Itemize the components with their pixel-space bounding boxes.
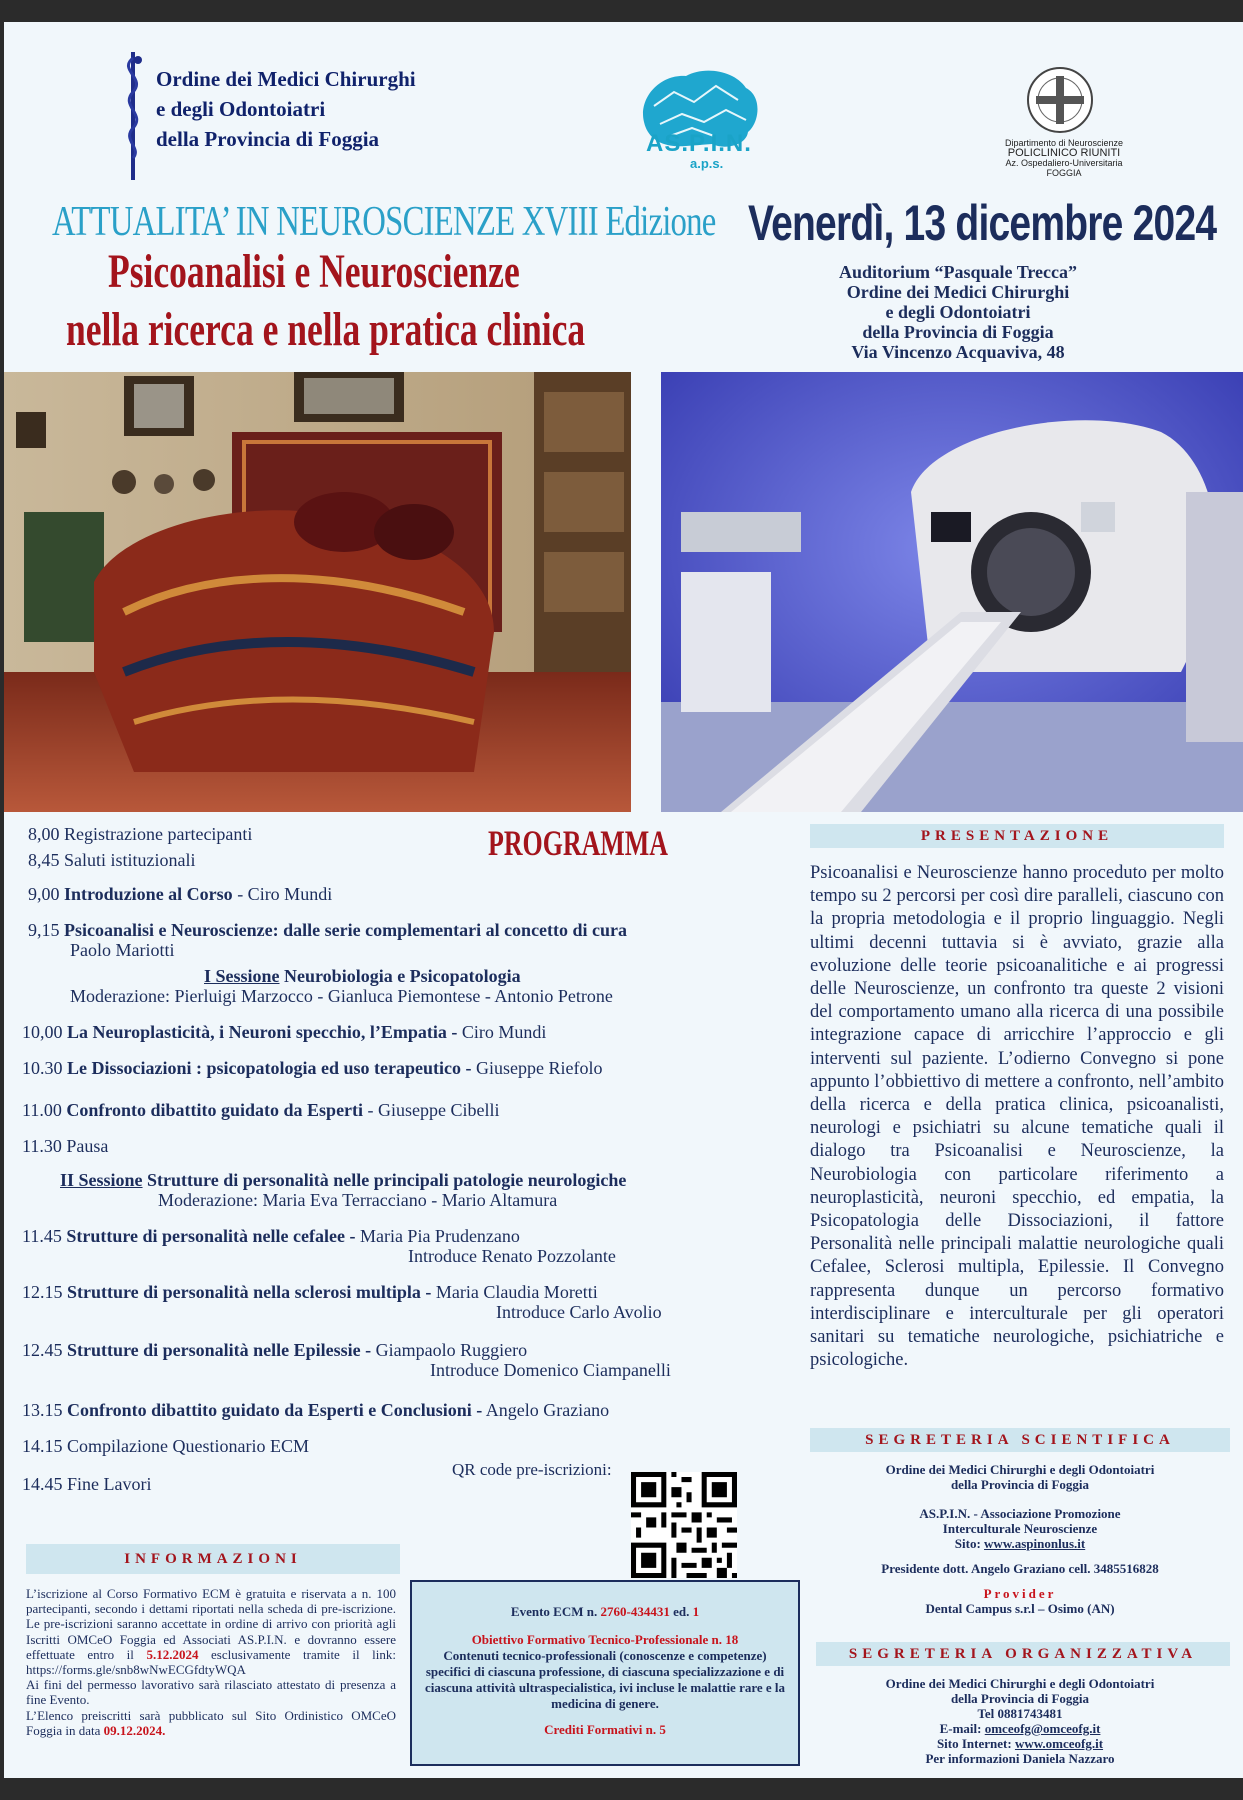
dept-name: Dipartimento di Neuroscienze POLICLINICO RIUNITI Az. Ospedaliero-Universitaria FOGGIA (1004, 138, 1124, 178)
schedule-item: 12.15 Strutture di personalità nella sclerosi multipla - Maria Claudia Moretti (22, 1282, 598, 1302)
session-moderation: Moderazione: Pierluigi Marzocco - Gianluca Piemontese - Antonio Petrone (70, 986, 613, 1006)
ecm-credits: Crediti Formativi n. 5 (544, 1722, 666, 1737)
provider-heading: Provider (983, 1586, 1057, 1601)
event-date: Venerdì, 13 dicembre 2024 (748, 195, 1217, 251)
schedule-item: 10.30 Le Dissociazioni : psicopatologia ed uso terapeutico - Giuseppe Riefolo (22, 1058, 603, 1078)
mri-photo (661, 372, 1243, 812)
aspin-logo-sub: a.p.s. (690, 156, 724, 171)
schedule-item: 8,00 Registrazione partecipanti (28, 824, 253, 844)
schedule-item: 14.45 Fine Lavori (22, 1474, 152, 1494)
main-title-line1: Psicoanalisi e Neuroscienze (108, 245, 520, 298)
schedule-item: 9,00 Introduzione al Corso - Ciro Mundi (28, 884, 333, 904)
qr-label: QR code pre-iscrizioni: (452, 1460, 612, 1479)
schedule-intro: Introduce Carlo Avolio (496, 1302, 662, 1322)
segreteria-organizzativa-heading: SEGRETERIA ORGANIZZATIVA (816, 1642, 1230, 1666)
ecm-objective: Obiettivo Formativo Tecnico-Professionale n. 18 (471, 1632, 739, 1647)
programma-heading: PROGRAMMA (488, 823, 668, 863)
schedule-item: 11.30 Pausa (22, 1136, 109, 1156)
ecm-event-number: Evento ECM n. 2760-434431 ed. 1 (510, 1604, 700, 1619)
org-name: Ordine dei Medici Chirurghi e degli Odontoiatri della Provincia di Foggia (156, 67, 416, 151)
informazioni-heading: INFORMAZIONI (26, 1544, 400, 1574)
qr-code-icon[interactable] (630, 1472, 738, 1578)
schedule-intro: Introduce Renato Pozzolante (408, 1246, 616, 1266)
schedule-item: 14.15 Compilazione Questionario ECM (22, 1436, 309, 1456)
omceo-site-link[interactable]: www.omceofg.it (1014, 1736, 1104, 1751)
schedule-item: 11.45 Strutture di personalità nelle cefalee - Maria Pia Prudenzano (22, 1226, 520, 1246)
ecm-contents: Contenuti tecnico-professionali (conoscenze e competenze) specifici di ciascuna professione, di ciascuna specializzazione e di ciascuna attività ultraspecialistica, ivi incluse le malattie rare e la medicina di genere. (424, 1648, 786, 1711)
segreteria-scientifica-heading: SEGRETERIA SCIENTIFICA (810, 1428, 1230, 1452)
edition-title: ATTUALITA’ IN NEUROSCIENZE XVIII Edizione (52, 199, 716, 245)
segreteria-organizzativa-block: Ordine dei Medici Chirurghi e degli Odontoiatri della Provincia di Foggia Tel 0881743481 E-mail: omceofg@omceofg.it Sito Internet: www.omceofg.it Per informazioni Daniela Nazzaro (885, 1676, 1155, 1766)
schedule-item: 11.00 Confronto dibattito guidato da Esperti - Giuseppe Cibelli (22, 1100, 500, 1120)
session-moderation: Moderazione: Maria Eva Terracciano - Mario Altamura (158, 1190, 558, 1210)
schedule-item: 13.15 Confronto dibattito guidato da Esperti e Conclusioni - Angelo Graziano (22, 1400, 610, 1420)
aspin-site-link[interactable]: www.aspinonlus.it (984, 1536, 1086, 1551)
neuroscience-dept-logo-icon (1024, 64, 1096, 136)
session-heading: I Sessione Neurobiologia e Psicopatologia (204, 966, 521, 986)
schedule-speaker: Paolo Mariotti (70, 940, 175, 960)
presentazione-heading: PRESENTAZIONE (810, 824, 1224, 848)
schedule-item: 10,00 La Neuroplasticità, i Neuroni specchio, l’Empatia - Ciro Mundi (22, 1022, 547, 1042)
venue-address: Auditorium “Pasquale Trecca” Ordine dei Medici Chirurghi e degli Odontoiatri della Provincia di Foggia Via Vincenzo Acquaviva, 48 (839, 262, 1077, 362)
session-heading: II Sessione Strutture di personalità nelle principali patologie neurologiche (60, 1170, 627, 1190)
presentazione-text: Psicoanalisi e Neuroscienze hanno proceduto per molto tempo su 2 percorsi per così dire paralleli, ciascuno con la propria metodologia e il proprio linguaggio. Negli ultimi decenni tuttavia si è avviato, grazie alla evoluzione delle teorie psicoanalitiche e ai progressi delle Neuroscienze, un confronto tra queste 2 visioni del comportamento umano alla ricerca di una possibile integrazione capace di arricchire l’approccio e gli interventi sul paziente. L’odierno Convegno si pone appunto l’obbiettivo di mettere a confronto, nell’ambito della ricerca e della pratica clinica, psicoanalisti, neurologi e psichiatri su alcune tematiche quali il dialogo tra Psicoanalisi e Neuroscienze, la Neurobiologia con particolare riferimento a neuroplasticità, neuroni specchio, ed empatia, la Psicopatologia delle Dissociazioni, il fattore Personalità nelle principali malattie neurologiche quali Cefalee, Sclerosi multipla, Epilessie. Il Convegno rappresenta dunque un percorso formativo interdisciplinare e interculturale per gli operatori sanitari su tematiche neurologiche, psichiatriche e psicologiche. (810, 863, 1224, 1371)
couch-photo (4, 372, 631, 812)
schedule-item: 12.45 Strutture di personalità nelle Epilessie - Giampaolo Ruggiero (22, 1340, 528, 1360)
segreteria-scientifica-block: Ordine dei Medici Chirurghi e degli Odontoiatri della Provincia di Foggia AS.P.I.N. - Associazione Promozione Interculturale Neuroscienze Sito: www.aspinonlus.it Presidente dott. Angelo Graziano cell. 3485516828 Provider Dental Campus s.r.l – Osimo (AN) (810, 1462, 1230, 1616)
ecm-info-box (410, 1580, 800, 1766)
schedule-intro: Introduce Domenico Ciampanelli (430, 1360, 671, 1380)
main-title-line2: nella ricerca e nella pratica clinica (66, 303, 586, 356)
schedule-item: 8,45 Saluti istituzionali (28, 850, 196, 870)
schedule-item: 9,15 Psicoanalisi e Neuroscienze: dalle serie complementari al concetto di cura (28, 920, 628, 940)
email-link[interactable]: omceofg@omceofg.it (984, 1721, 1101, 1736)
aspin-logo-text: AS.P.I.N. (646, 130, 752, 157)
informazioni-text: L’iscrizione al Corso Formativo ECM è gratuita e riservata a n. 100 partecipanti, secondo i dettami riportati nella scheda di pre-iscrizione. Le pre-iscrizioni saranno accettate in ordine di arrivo con priorità agli Iscritti OMCeO Foggia ed Associati AS.P.I.N. e dovranno essere effettuate entro il 5.12.2024 esclusivamente tramite il link: https://forms.gle/snb8wNwECGfdtyWQA Ai fini del permesso lavorativo sarà rilasciato attestato di presenza a fine Evento. L’Elenco preiscritti sarà pubblicato sul Sito Ordinistico OMCeO Foggia in data 09.12.2024. (26, 1586, 397, 1738)
caduceus-icon (116, 48, 150, 184)
event-poster (4, 22, 1243, 1778)
